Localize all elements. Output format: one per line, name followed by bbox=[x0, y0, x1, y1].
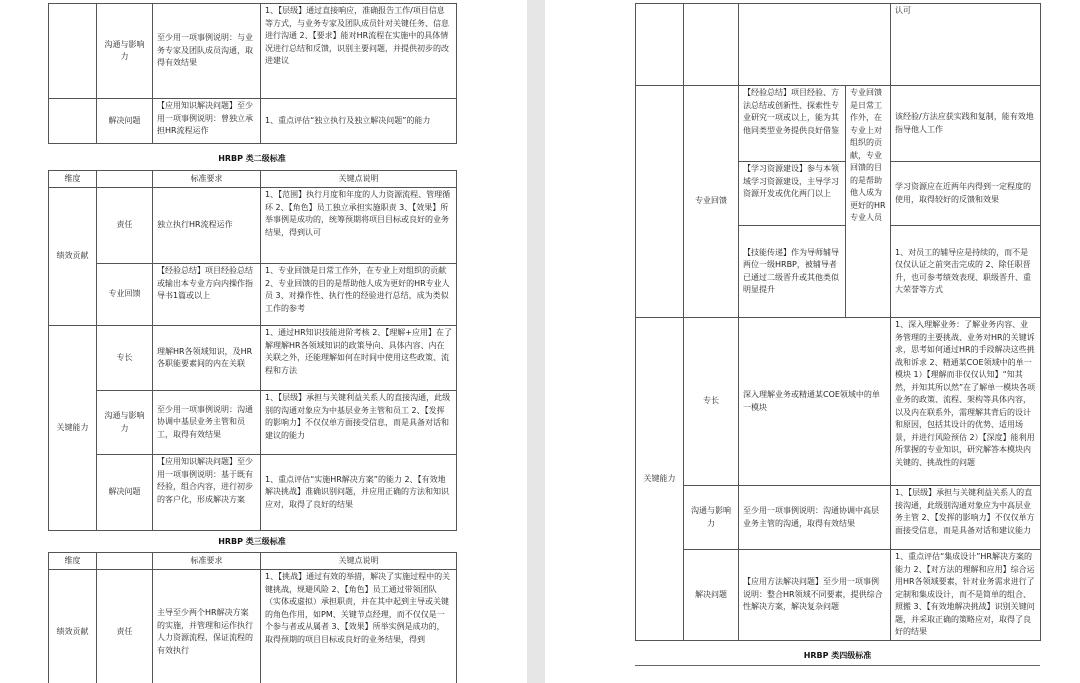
keypoints-text: 1、【层级】通过直接响应，准确报告工作/项目信息等方式，与业务专家及团队成员针对关键任务、信息进行沟通 2、【要求】能对HR流程在实施中的具体情况进行总结和反馈，识别主要问题，并提供初步的改进建议 bbox=[261, 4, 457, 99]
ability-name: 解决问题 bbox=[97, 99, 153, 144]
blank-cell bbox=[49, 99, 97, 144]
header-keypoints: 关键点说明 bbox=[261, 171, 457, 188]
item-name: 专长 bbox=[684, 318, 739, 486]
header-dimension: 维度 bbox=[49, 171, 97, 188]
standard-text: 【应用知识解决问题】至少用一项事例说明：曾独立承担HR流程运作 bbox=[153, 99, 261, 144]
item-name: 责任 bbox=[97, 570, 153, 683]
caption-level2: HRBP 类二级标准 bbox=[218, 154, 286, 163]
keypoints-text: 1、【层级】承担与关键利益关系人的直接沟通，此级别沟通对象应为中高层业务主管 2、【发挥的影响力】不仅仅单方面接受信息，而是具备对话和建议能力 bbox=[891, 486, 1041, 550]
header-keypoints: 关键点说明 bbox=[261, 553, 457, 570]
item-name: 专长 bbox=[97, 326, 153, 391]
blank-cell bbox=[49, 4, 97, 99]
caption-level3: HRBP 类三级标准 bbox=[218, 537, 286, 546]
standard-text: 【经验总结】项目经验总结或输出本专业方向内操作指导书1篇或以上 bbox=[153, 264, 261, 326]
level3-table-continued bbox=[635, 3, 1041, 641]
standard-text: 至少用一项事例说明：与业务专家及团队成员沟通，取得有效结果 bbox=[153, 4, 261, 99]
item-name: 沟通与影响力 bbox=[684, 486, 739, 550]
keypoints-text: 1、专业回馈是日常工作外，在专业上对组织的贡献 2、专业回馈的目的是帮助他人成为更好的HR专业人员 3、对操作性、执行性的经验进行总结，成为类似工作的参考 bbox=[261, 264, 457, 326]
standard-text: 主导至少两个HR解决方案的实施，并管理和运作执行人力资源流程，保证流程的有效执行 bbox=[153, 570, 261, 683]
blank-cell bbox=[636, 4, 684, 86]
ability-name: 沟通与影响力 bbox=[97, 4, 153, 99]
keypoints-text: 该经验/方法应获实践和复制，能有效地指导他人工作 bbox=[891, 86, 1041, 162]
dimension-name: 绩效贡献 bbox=[49, 570, 97, 683]
caption-level4: HRBP 类四级标准 bbox=[803, 651, 872, 660]
item-name: 专业回馈 bbox=[684, 86, 739, 318]
keypoints-text: 1、【挑战】通过有效的举措，解决了实施过程中的关键挑战，规避风险 2、【角色】员工通过带领团队（实体或虚拟）承担职责，并在其中起到主导或关键的角色作用，如PM、关键节点经理，而不仅仅是一个参与者或从属者 3、【效果】所举实例是成功的，取得预期的项目目标或良好的业务结果，得到 bbox=[261, 570, 457, 683]
right-page bbox=[545, 0, 1080, 683]
keypoints-text: 学习资源应在近两年内得到一定程度的使用，取得较好的反馈和效果 bbox=[891, 162, 1041, 226]
prof-note-text: 专业回馈是日常工作外，在专业上对组织的贡献，专业回馈的目的是帮助他人成为更好的HR专业人员 bbox=[846, 86, 891, 318]
blank-cell bbox=[684, 4, 739, 86]
bottom-rule bbox=[635, 665, 1040, 666]
standard-text: 理解HR各领域知识，及HR各职能要素间的内在关联 bbox=[153, 326, 261, 391]
header-standard: 标准要求 bbox=[153, 553, 261, 570]
item-name: 解决问题 bbox=[97, 455, 153, 531]
standard-text: 【应用方法解决问题】至少用一项事例说明：整合HR领域不同要素，提供综合性解决方案，解决复杂问题 bbox=[739, 550, 891, 641]
header-dimension: 维度 bbox=[49, 553, 97, 570]
keypoints-text: 1、【范围】执行月度和年度的人力资源流程、管理循环 2、【角色】员工独立承担实施职责 3、【效果】所举事例是成功的，统筹预期将项目目标或良好的业务结果，得到认可 bbox=[261, 188, 457, 264]
level1-table-continued bbox=[48, 3, 457, 144]
group-ability: 关键能力 bbox=[49, 326, 97, 531]
level3-table bbox=[48, 552, 457, 683]
left-page bbox=[0, 0, 527, 683]
header-item bbox=[97, 171, 153, 188]
group-ability: 关键能力 bbox=[636, 318, 684, 641]
item-name: 专业回馈 bbox=[97, 264, 153, 326]
keypoints-text: 1、对员工的辅导应是持续的，而不是仅仅认证之前突击完成的 2、除任职晋升，也可参考绩效表现、职级晋升、重大荣誉等方式 bbox=[891, 226, 1041, 318]
header-standard: 标准要求 bbox=[153, 171, 261, 188]
level2-table bbox=[48, 170, 457, 531]
item-name: 沟通与影响力 bbox=[97, 391, 153, 455]
keypoints-text: 认可 bbox=[891, 4, 1041, 86]
header-item bbox=[97, 553, 153, 570]
standard-text: 独立执行HR流程运作 bbox=[153, 188, 261, 264]
keypoints-text: 1、重点评估“实施HR解决方案”的能力 2、【有效地解决挑战】准确识别问题，并应用正确的方法和知识应对，取得了良好的结果 bbox=[261, 455, 457, 531]
group-performance: 绩效贡献 bbox=[49, 188, 97, 326]
standard-text: 【应用知识解决问题】至少用一项事例说明：基于既有经验，组合内容，进行初步的客户化，形成解决方案 bbox=[153, 455, 261, 531]
keypoints-text: 1、重点评估“集成设计”HR解决方案的能力 2、【对方法的理解和应用】综合运用HR各领域要素，针对业务需求进行了定制和集成设计，而不是简单的组合、照搬 3、【有效地解决挑战】识别关键问题，并采取正确的策略应对，取得了良好的结果 bbox=[891, 550, 1041, 641]
standard-text: 至少用一项事例说明：沟通协调中基层业务主管和员工，取得有效结果 bbox=[153, 391, 261, 455]
blank-cell bbox=[739, 4, 891, 86]
keypoints-text: 1、通过HR知识技能进阶考核 2、【理解+应用】在了解理解HR各领域知识的政策导向、具体内容、内在关联之外，还能理解如何在时间中使用这些政策、流程和方法 bbox=[261, 326, 457, 391]
keypoints-text: 1、深入理解业务：了解业务内容、业务管理的主要挑战、业务对HR的关键诉求，思考如何通过HR的手段解决这些挑战和诉求 2、精通某COE领域中的单一模块 1）【理解而非仅仅认知】“知其然，并知其所以然”在了解单一模块各项业务的政策、流程、架构等具体内容，以及内在联系外，需理解其背后的设计和原因，包括其设计的优势、适用场景，并进行风险预估 2）【深度】能利用所掌握的专业知识，研究解答本模块内关键的、挑战性的问题 bbox=[891, 318, 1041, 486]
keypoints-text: 1、【层级】承担与关键利益关系人的直接沟通，此级别的沟通对象应为中基层业务主管和员工 2、【发挥的影响力】不仅仅单方面接受信息，而是具备对话和建议的能力 bbox=[261, 391, 457, 455]
keypoints-text: 1、重点评估“独立执行及独立解决问题”的能力 bbox=[261, 99, 457, 144]
standard-text: 至少用一项事例说明：沟通协调中高层业务主管的沟通，取得有效结果 bbox=[739, 486, 891, 550]
blank-cell bbox=[636, 86, 684, 318]
standard-text: 【经验总结】项目经验、方法总结或创新性、探索性专业研究一项或以上，能为其他同类型业务提供良好借鉴 bbox=[739, 86, 846, 162]
standard-text: 【技能传递】作为导师辅导两位一级HRBP，被辅导者已通过二级晋升或其他类似明显提升 bbox=[739, 226, 846, 318]
standard-text: 深入理解业务或精通某COE领域中的单一模块 bbox=[739, 318, 891, 486]
item-name: 解决问题 bbox=[684, 550, 739, 641]
item-name: 责任 bbox=[97, 188, 153, 264]
standard-text: 【学习资源建设】参与本领域学习资源建设，主导学习资源开发或优化两门以上 bbox=[739, 162, 846, 226]
